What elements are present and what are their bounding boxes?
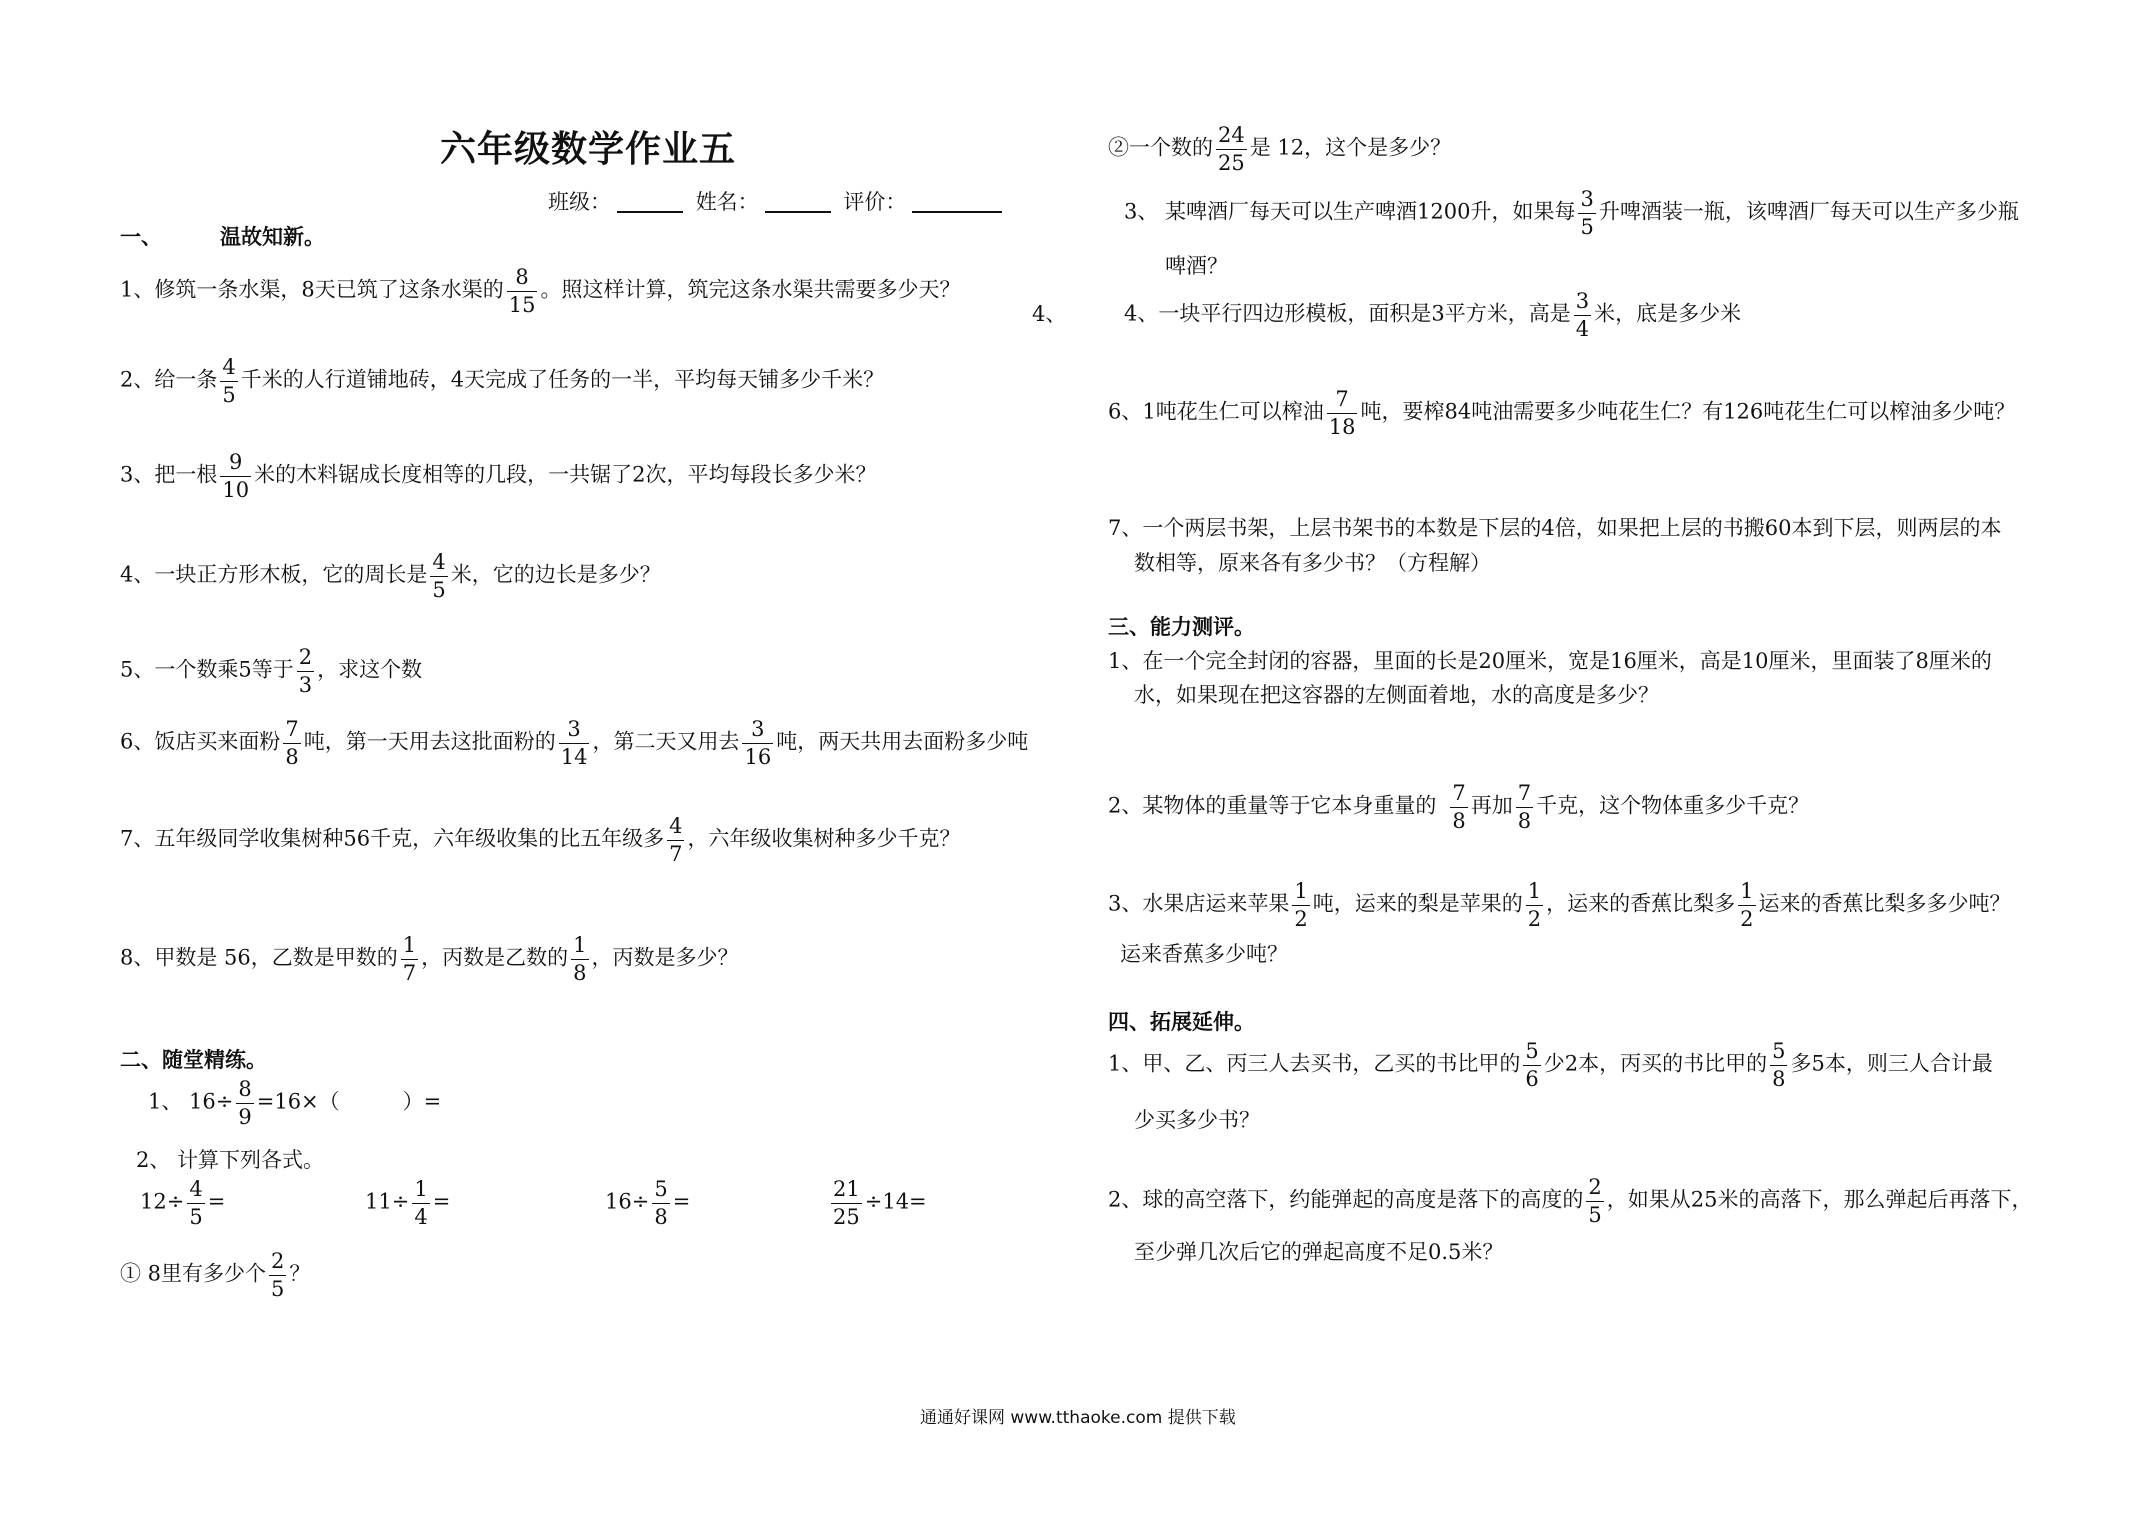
fraction-num: 4 [189, 1177, 203, 1201]
fraction-num: 1 [573, 933, 587, 957]
fraction [667, 815, 684, 865]
fraction-num: 7 [1335, 387, 1349, 411]
r-q4-stray: 4、 [1032, 302, 1067, 326]
s1-q3-a: 3、把一根 [120, 462, 218, 487]
s3-q1-line1: 1、在一个完全封闭的容器，里面的长是20厘米，宽是16厘米，高是10厘米，里面装了8厘米的 [1108, 649, 1992, 673]
fraction-num: 1 [1294, 879, 1308, 903]
s1-q5-b: ，求这个数 [317, 657, 423, 682]
s1-q7 [120, 815, 960, 865]
fraction-num: 5 [1772, 1039, 1786, 1063]
r-q6-b: 吨，要榨84吨油需要多少吨花生仁？有126吨花生仁可以榨油多少吨？ [1360, 399, 2016, 424]
s1-q1 [120, 266, 960, 316]
s2-sub1 [120, 1250, 310, 1300]
r-q3 [1124, 188, 2019, 238]
s3-q2 [1108, 782, 1809, 832]
fraction-den: 8 [573, 960, 587, 985]
fraction [507, 266, 538, 316]
s1-q8-b: ，丙数是乙数的 [421, 945, 569, 970]
s1-q2-a: 2、给一条 [120, 367, 218, 392]
fraction-num: 3 [567, 717, 581, 741]
s3-q3-line2: 运来香蕉多少吨？ [1120, 942, 1288, 966]
fraction [283, 718, 300, 768]
s4-q1-c: 多5本，则三人合计最 [1790, 1051, 1993, 1076]
r-sub2 [1108, 124, 1451, 174]
r-q6 [1108, 388, 2015, 438]
fraction [571, 934, 588, 984]
fraction-den: 2 [1294, 906, 1308, 931]
s2-sub1-a: ① 8里有多少个 [120, 1261, 267, 1286]
fraction [1586, 1176, 1603, 1226]
s1-q6-a: 6、饭店买来面粉 [120, 729, 281, 754]
fraction [1216, 124, 1247, 174]
fraction-den: 3 [298, 672, 313, 697]
s1-q5 [120, 646, 422, 696]
s2-q1 [148, 1078, 441, 1128]
s1-q6-d: 吨，两天共用去面粉多少吨 [776, 729, 1029, 754]
s3-q2-a: 2、某物体的重量等于它本身重量的 [1108, 793, 1437, 818]
fraction-num: 3 [1580, 187, 1594, 211]
fraction-num: 7 [1517, 781, 1532, 805]
s4-q2-b: ，如果从25米的高落下，那么弹起后再落下， [1606, 1187, 2033, 1212]
fraction-den: 5 [1588, 1202, 1602, 1227]
section1-heading-text: 温故知新。 [220, 225, 325, 249]
header-fields [548, 191, 1008, 213]
calc-3-b: = [672, 1189, 691, 1214]
fraction-den: 25 [833, 1204, 860, 1229]
name-label: 姓名： [695, 190, 759, 214]
class-blank [617, 191, 683, 213]
fraction-num: 4 [222, 355, 236, 379]
fraction-den: 7 [669, 841, 683, 866]
fraction-den: 25 [1218, 150, 1245, 175]
s3-q3 [1108, 880, 2011, 930]
s1-q8 [120, 934, 739, 984]
r-q3-b: 升啤酒装一瓶，该啤酒厂每天可以生产多少瓶 [1598, 199, 2019, 224]
fraction [1578, 188, 1595, 238]
s2-sub1-b: ？ [289, 1261, 311, 1286]
fraction-num: 2 [271, 1249, 285, 1273]
s1-q4-a: 4、一块正方形木板，它的周长是 [120, 562, 428, 587]
fraction-den: 8 [1517, 808, 1532, 833]
fraction-num: 8 [238, 1077, 252, 1101]
footer: 通通好课网 www.tthaoke.com 提供下载 [920, 1408, 1236, 1428]
fraction [1450, 782, 1467, 832]
r-q4 [1124, 290, 1741, 340]
fraction [236, 1078, 253, 1128]
fraction [831, 1178, 862, 1228]
s3-q3-d: 运来的香蕉比梨多多少吨？ [1758, 891, 2011, 916]
r-q3-cont: 啤酒？ [1165, 254, 1228, 278]
s1-q3-b: 米的木料锯成长度相等的几段，一共锯了2次，平均每段长多少米？ [254, 462, 877, 487]
r-q6-a: 6、1吨花生仁可以榨油 [1108, 399, 1324, 424]
fraction [652, 1178, 669, 1228]
fraction-den: 9 [238, 1104, 252, 1129]
fraction-den: 15 [508, 292, 536, 317]
fraction-num: 1 [414, 1177, 428, 1201]
fraction [187, 1178, 204, 1228]
section2-heading: 二、随堂精练。 [120, 1048, 267, 1072]
s4-q1-line2: 少买多少书？ [1134, 1108, 1260, 1132]
eval-label: 评价： [843, 190, 907, 214]
s3-q3-a: 3、水果店运来苹果 [1108, 891, 1290, 916]
fraction [220, 451, 251, 501]
s1-q2-b: 千米的人行道铺地砖，4天完成了任务的一半，平均每天铺多少千米？ [240, 367, 885, 392]
calc-4-b: ÷14= [864, 1189, 927, 1214]
class-label: 班级： [548, 190, 611, 214]
s1-q2 [120, 356, 884, 406]
s3-q3-b: 吨，运来的梨是苹果的 [1312, 891, 1523, 916]
s1-q8-a: 8、甲数是 56，乙数是甲数的 [120, 945, 398, 970]
s4-q1 [1108, 1040, 1993, 1090]
calc-4 [828, 1178, 927, 1228]
s1-q4-b: 米，它的边长是多少？ [450, 562, 661, 587]
s4-q2-line2: 至少弹几次后它的弹起高度不足0.5米？ [1134, 1240, 1504, 1264]
r-q3-a: 3、 某啤酒厂每天可以生产啤酒1200升，如果每 [1124, 199, 1576, 224]
fraction-num: 1 [1740, 879, 1754, 903]
calc-2-a: 11÷ [365, 1189, 410, 1214]
fraction-num: 7 [285, 717, 299, 741]
fraction-num: 1 [1527, 879, 1542, 903]
name-blank [765, 191, 831, 213]
fraction-den: 7 [402, 960, 417, 985]
r-q7-line2: 数相等，原来各有多少书？（方程解） [1134, 551, 1491, 575]
s1-q3 [120, 451, 876, 501]
s3-q3-c: ，运来的香蕉比梨多 [1546, 891, 1736, 916]
s1-q7-a: 7、五年级同学收集树种56千克，六年级收集的比五年级多 [120, 826, 665, 851]
s1-q6-b: 吨，第一天用去这批面粉的 [303, 729, 556, 754]
s1-q7-b: ，六年级收集树种多少千克？ [687, 826, 961, 851]
fraction-den: 2 [1740, 906, 1754, 931]
calc-1-a: 12÷ [140, 1189, 185, 1214]
s4-q2 [1108, 1176, 2032, 1226]
fraction-num: 4 [432, 550, 446, 574]
r-sub2-a: ②一个数的 [1108, 135, 1213, 160]
calc-3 [605, 1178, 690, 1228]
fraction-num: 5 [654, 1177, 668, 1201]
fraction-num: 7 [1452, 781, 1466, 805]
s1-q6-c: ，第二天又用去 [592, 729, 740, 754]
fraction-num: 5 [1525, 1039, 1539, 1063]
fraction-den: 16 [744, 744, 772, 769]
fraction-den: 5 [222, 382, 236, 407]
fraction [1770, 1040, 1787, 1090]
fraction [559, 718, 590, 768]
s3-q2-b: 再加 [1470, 793, 1513, 818]
section4-heading: 四、拓展延伸。 [1108, 1010, 1255, 1034]
s1-q8-c: ，丙数是多少？ [591, 945, 739, 970]
r-q7-line1: 7、一个两层书架，上层书架书的本数是下层的4倍，如果把上层的书搬60本到下层，则两层的本 [1108, 516, 2002, 540]
fraction-den: 8 [285, 744, 299, 769]
fraction [1516, 782, 1533, 832]
fraction [220, 356, 237, 406]
s3-q1-line2: 水，如果现在把这容器的左侧面着地，水的高度是多少？ [1134, 683, 1659, 707]
fraction-den: 14 [560, 744, 588, 769]
fraction [1523, 1040, 1540, 1090]
s1-q1-a: 1、修筑一条水渠，8天已筑了这条水渠的 [120, 277, 504, 302]
s4-q2-a: 2、球的高空落下，约能弹起的高度是落下的高度的 [1108, 1187, 1584, 1212]
fraction-den: 5 [271, 1276, 285, 1301]
section1-heading-num: 一、 [120, 225, 162, 249]
s1-q4 [120, 551, 661, 601]
fraction-den: 5 [432, 577, 446, 602]
fraction-num: 1 [402, 933, 417, 957]
fraction-num: 8 [515, 265, 529, 289]
s1-q6 [120, 718, 1028, 768]
fraction [412, 1178, 429, 1228]
fraction [401, 934, 418, 984]
fraction-num: 3 [1575, 289, 1590, 313]
fraction-num: 3 [751, 717, 765, 741]
fraction-den: 8 [654, 1204, 668, 1229]
calc-2-b: = [432, 1189, 451, 1214]
fraction-den: 5 [1580, 214, 1594, 239]
fraction [297, 646, 314, 696]
fraction-num: 4 [669, 814, 683, 838]
r-sub2-b: 是 12，这个是多少？ [1249, 135, 1452, 160]
fraction-den: 8 [1452, 808, 1466, 833]
s3-q2-c: 千克，这个物体重多少千克？ [1536, 793, 1810, 818]
r-q4-a: 4、一块平行四边形模板，面积是3平方米，高是 [1124, 301, 1571, 326]
section3-heading: 三、能力测评。 [1108, 615, 1255, 639]
fraction-den: 5 [189, 1204, 203, 1229]
s1-q1-b: 。照这样计算，筑完这条水渠共需要多少天？ [540, 277, 961, 302]
s1-q5-a: 5、一个数乘5等于 [120, 657, 294, 682]
s2-q2: 2、 计算下列各式。 [136, 1148, 325, 1172]
calc-1-b: = [207, 1189, 226, 1214]
s2-q1-a: 1、 16÷ [148, 1089, 234, 1114]
fraction [1574, 290, 1591, 340]
fraction-den: 8 [1772, 1066, 1786, 1091]
section1-heading [120, 227, 325, 248]
s4-q1-a: 1、甲、乙、丙三人去买书，乙买的书比甲的 [1108, 1051, 1521, 1076]
fraction-num: 24 [1218, 123, 1245, 147]
s4-q1-b: 少2本，丙买的书比甲的 [1543, 1051, 1768, 1076]
s2-q1-b: =16×（ ）= [256, 1089, 442, 1114]
eval-blank [912, 191, 1002, 213]
fraction-den: 2 [1527, 906, 1542, 931]
fraction-den: 4 [1575, 316, 1590, 341]
fraction [742, 718, 773, 768]
fraction-den: 18 [1328, 414, 1356, 439]
page-title: 六年级数学作业五 [440, 129, 737, 170]
fraction [1327, 388, 1358, 438]
calc-2 [365, 1178, 450, 1228]
fraction-den: 10 [222, 477, 250, 502]
fraction-den: 4 [414, 1204, 428, 1229]
fraction [1526, 880, 1543, 930]
r-q4-b: 米，底是多少米 [1594, 301, 1742, 326]
fraction-num: 21 [833, 1177, 860, 1201]
fraction [269, 1250, 286, 1300]
fraction-num: 9 [229, 450, 243, 474]
fraction [1738, 880, 1755, 930]
fraction-den: 6 [1525, 1066, 1539, 1091]
fraction-num: 2 [1588, 1175, 1602, 1199]
calc-3-a: 16÷ [605, 1189, 650, 1214]
fraction-num: 2 [298, 645, 313, 669]
calc-1 [140, 1178, 225, 1228]
fraction [430, 551, 447, 601]
fraction [1292, 880, 1309, 930]
